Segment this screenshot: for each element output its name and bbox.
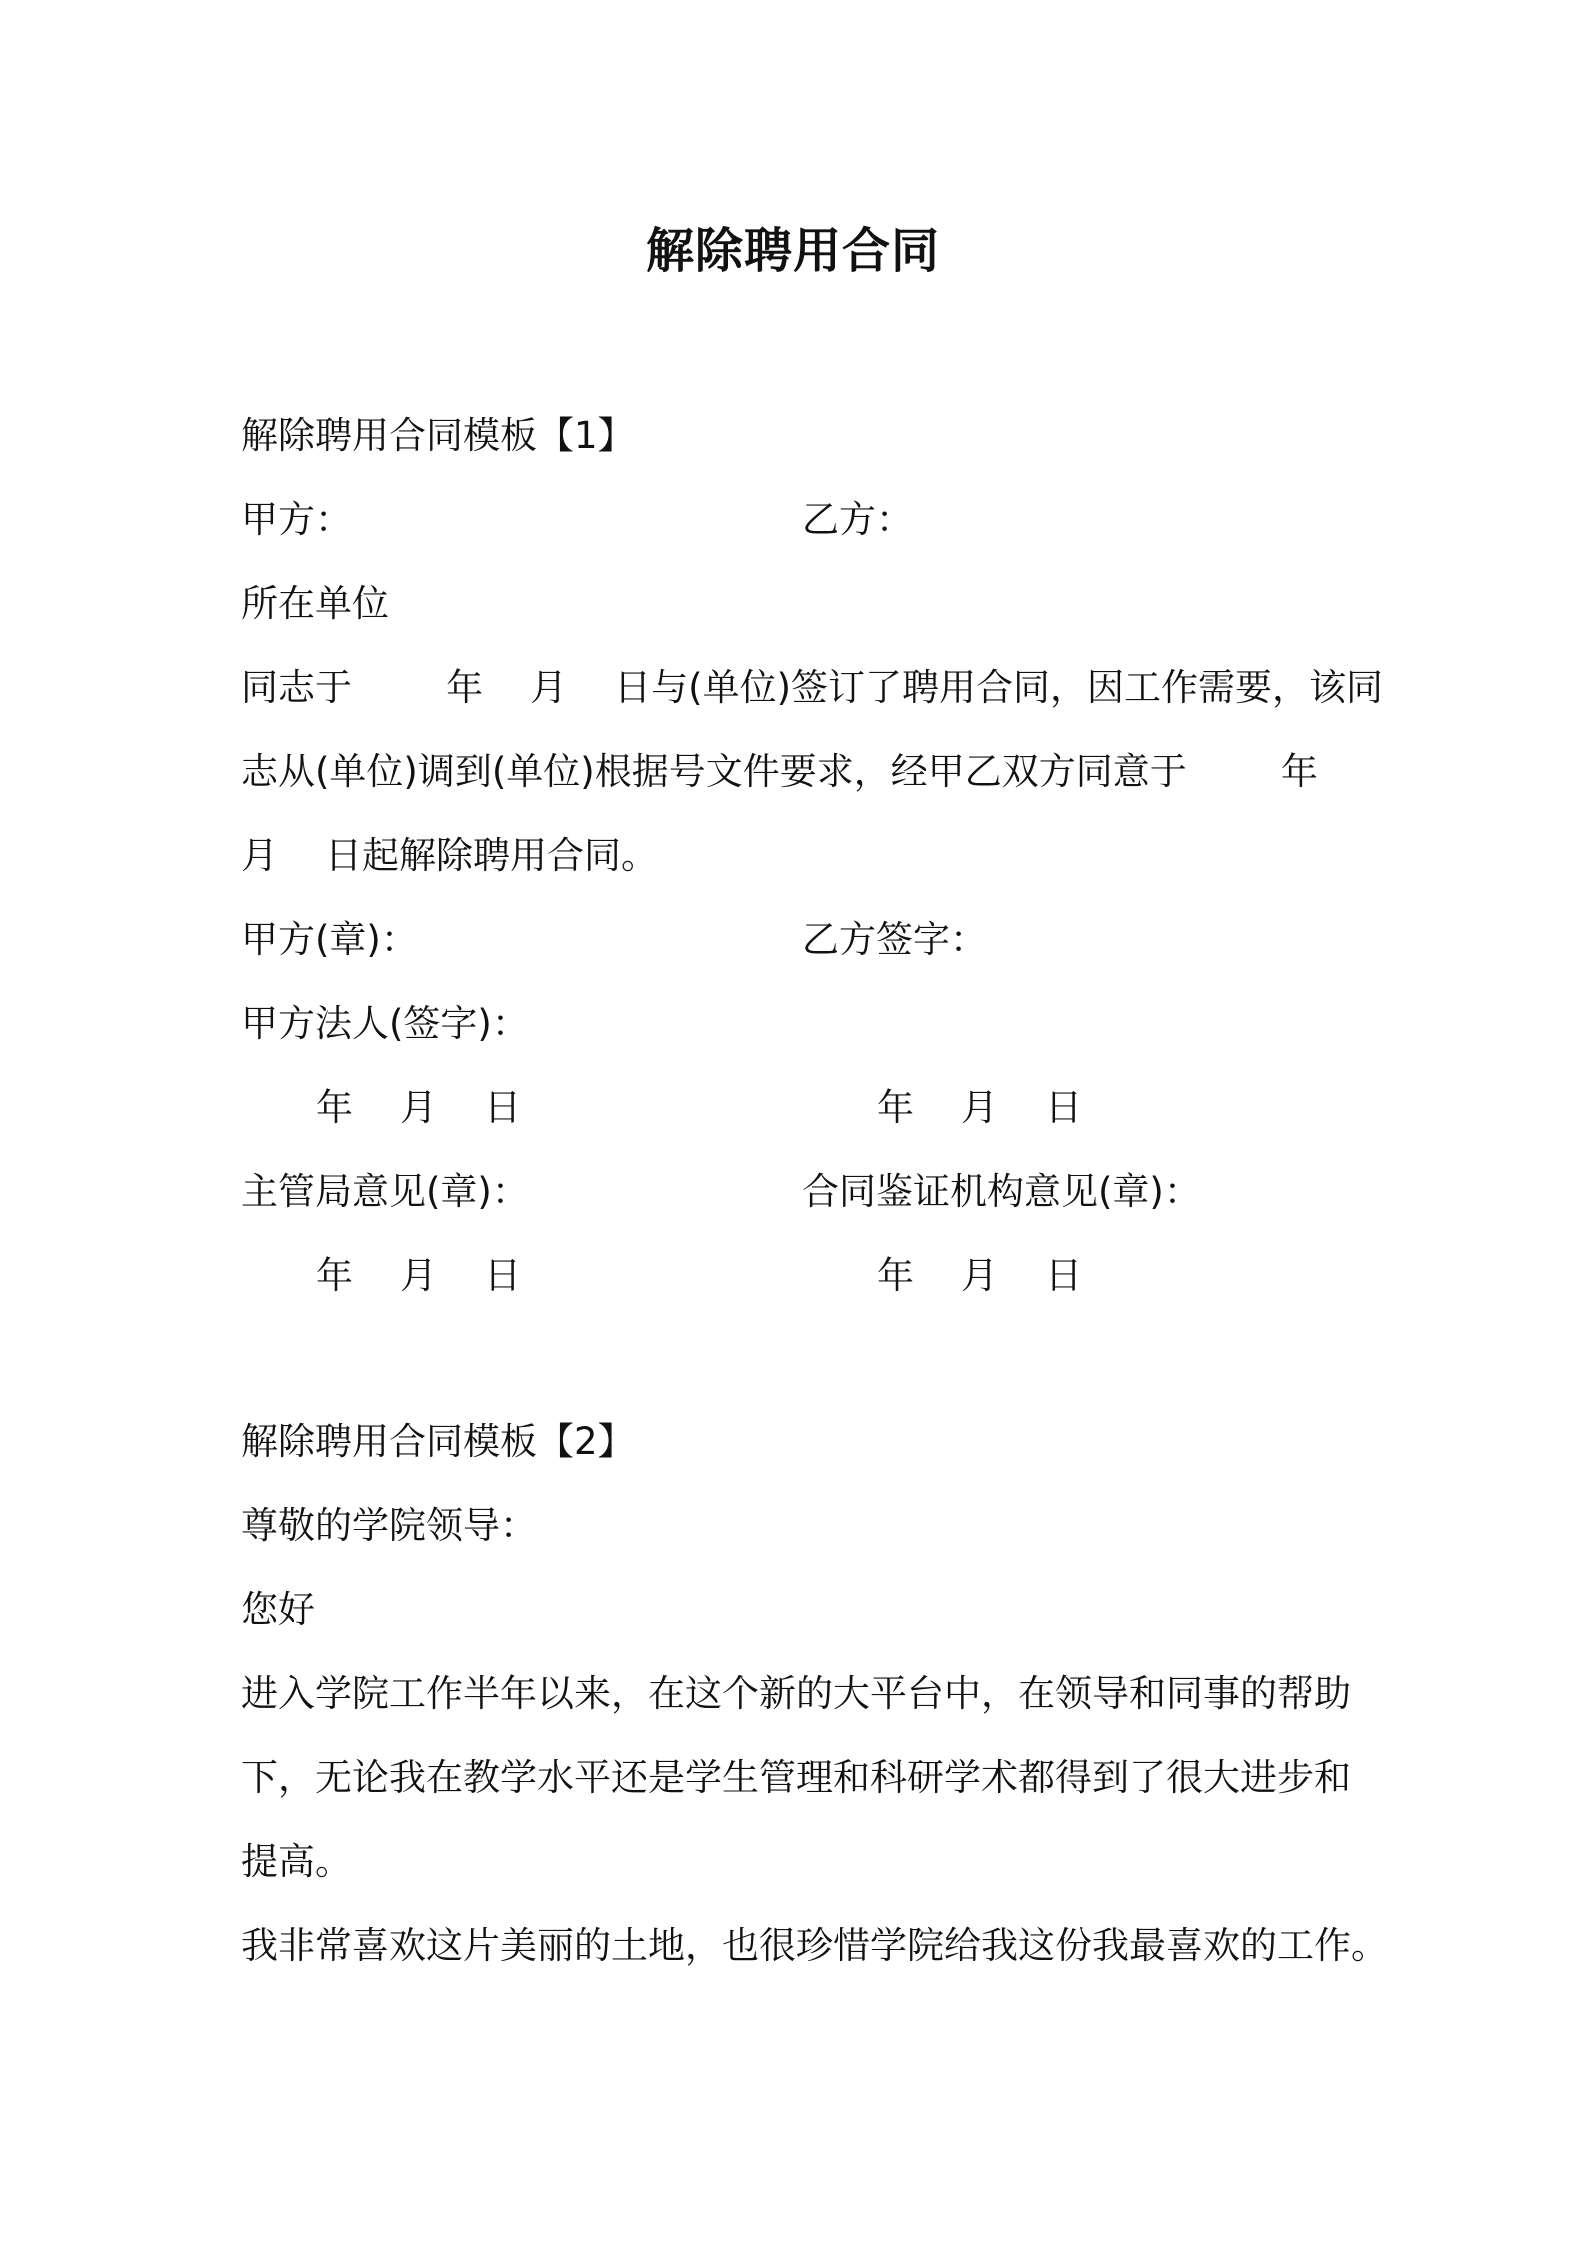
salutation: 尊敬的学院领导：: [241, 1504, 537, 1547]
date-line-b: 年 月 日: [877, 1086, 1083, 1129]
paragraph-1-line-1: 进入学院工作半年以来，在这个新的大平台中，在领导和同事的帮助: [241, 1672, 1351, 1715]
paragraph-1-line-2: 下，无论我在教学水平还是学生管理和科研学术都得到了很大进步和: [241, 1756, 1351, 1799]
body-line-1: 同志于 年 月 日与(单位)签订了聘用合同，因工作需要，该同: [241, 666, 1384, 709]
greeting: 您好: [241, 1588, 315, 1631]
body-line-3: 月 日起解除聘用合同。: [241, 834, 659, 877]
date-line-c: 年 月 日: [316, 1254, 522, 1297]
authority-opinion-label: 主管局意见(章)：: [241, 1170, 529, 1213]
paragraph-1-line-3: 提高。: [241, 1840, 352, 1883]
template2-heading: 解除聘用合同模板【2】: [241, 1420, 635, 1463]
paragraph-2-line-1: 我非常喜欢这片美丽的土地，也很珍惜学院给我这份我最喜欢的工作。: [241, 1924, 1388, 1967]
body-line-2: 志从(单位)调到(单位)根据号文件要求，经甲乙双方同意于 年: [241, 750, 1318, 793]
date-line-a: 年 月 日: [316, 1086, 522, 1129]
document-title: 解除聘用合同: [645, 223, 940, 279]
party-b-sign-label: 乙方签字：: [802, 918, 987, 961]
template1-heading: 解除聘用合同模板【1】: [241, 414, 635, 457]
party-a-legal-label: 甲方法人(签字)：: [241, 1002, 529, 1045]
party-a-seal-label: 甲方(章)：: [241, 918, 418, 961]
verification-opinion-label: 合同鉴证机构意见(章)：: [802, 1170, 1201, 1213]
party-b-label: 乙方：: [802, 498, 913, 541]
date-line-d: 年 月 日: [877, 1254, 1083, 1297]
party-a-label: 甲方：: [241, 498, 352, 541]
unit-label: 所在单位: [241, 582, 389, 625]
